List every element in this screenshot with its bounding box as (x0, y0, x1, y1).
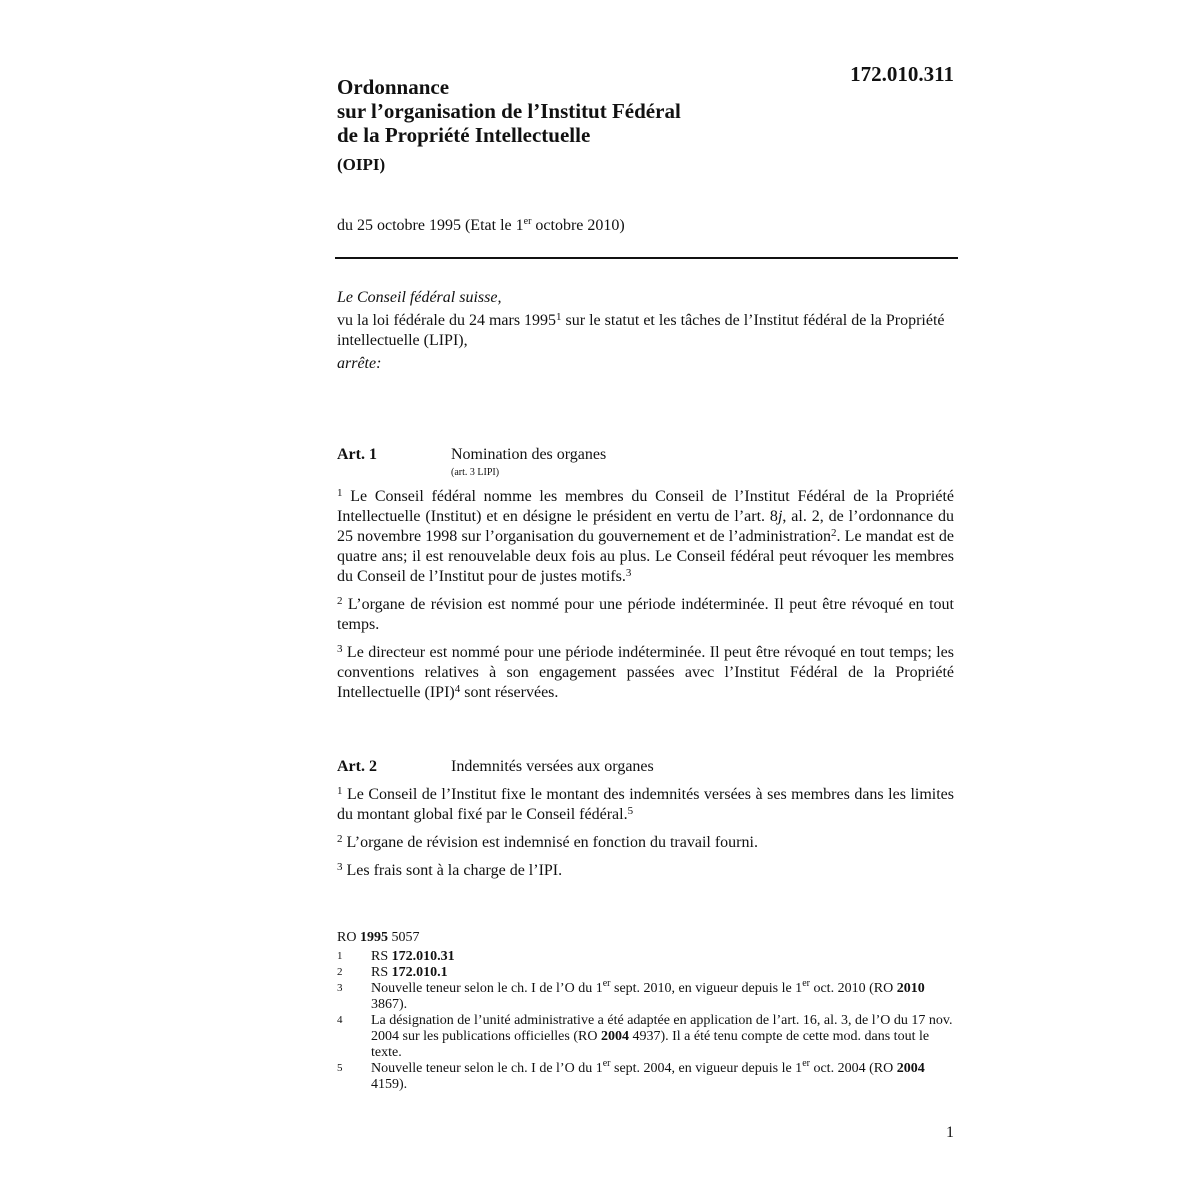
preamble-basis (337, 311, 954, 351)
footnote-text-part: oct. 2004 (RO (809, 1061, 897, 1076)
paragraph-number: 3 (337, 861, 343, 873)
footnote-text-bold: 2004 (600, 1029, 629, 1044)
paragraph (337, 595, 954, 635)
footnote-ref[interactable]: 2 (831, 527, 837, 539)
footnote (337, 1058, 954, 1093)
paragraph-text: Les frais sont à la charge de l’IPI. (342, 862, 563, 879)
article-title: Indemnités versées aux organes (451, 758, 654, 775)
paragraph-number: 1 (337, 785, 343, 797)
title-line: Ordonnance (337, 75, 450, 99)
footnotes (337, 930, 954, 1093)
footnote-text-part: 3867). (371, 997, 408, 1012)
article-paragraphs (337, 785, 954, 881)
paragraph (337, 487, 954, 587)
footnote-text-bold: 2010 (896, 981, 925, 996)
footnote-text-part: oct. 2010 (RO (809, 981, 897, 996)
date-text: du 25 octobre 1995 (Etat le 1 (337, 217, 524, 234)
paragraph-text: sont réservées. (460, 684, 559, 701)
date-sup: er (523, 216, 532, 227)
article-heading (337, 445, 954, 465)
ro-text: 5057 (387, 930, 420, 945)
article-1 (337, 445, 954, 703)
title-line: sur l’organisation de l’Institut Fédéral (337, 99, 681, 123)
footnote-sup: er (602, 978, 611, 989)
title-line: de la Propriété Intellectuelle (337, 123, 591, 147)
footnote-ref[interactable]: 1 (556, 311, 562, 323)
footnote-sup: er (602, 1058, 611, 1069)
ro-text: RO (337, 930, 360, 945)
article-number: Art. 2 (337, 758, 377, 775)
header-rule (335, 257, 958, 259)
paragraph-text: , al. 2, de l’ordonnance du 25 novembre 1998 sur l’organisation du gouvernement et de l’administration (337, 508, 954, 545)
paragraph (337, 861, 954, 881)
footnote-number: 5 (337, 1062, 343, 1074)
footnote-text (371, 1058, 954, 1093)
ro-year: 1995 (359, 930, 388, 945)
footnote-text-part: Nouvelle teneur selon le ch. I de l’O du 1 (371, 981, 603, 996)
paragraph-number: 1 (337, 487, 343, 499)
paragraph (337, 643, 954, 703)
article-2 (337, 757, 954, 881)
footnote-text-part: 4159). (371, 1077, 408, 1092)
article-title: Nomination des organes (451, 446, 607, 463)
footnote-text-bold: 2004 (896, 1061, 925, 1076)
footnote-text (371, 949, 954, 965)
paragraph-text: Le Conseil de l’Institut fixe le montant des indemnités versées à ses membres dans les limites du montant global fixé par le Conseil fédéral. (337, 786, 954, 823)
footnote (337, 1013, 954, 1061)
footnote-ref[interactable]: 5 (627, 805, 634, 817)
paragraph-text: . Le mandat est de quatre ans; il est renouvelable deux fois au plus. Le Conseil fédéral peut révoquer les membres du Conseil de l’Institut pour de justes motifs. (337, 528, 955, 585)
date-text: octobre 2010) (531, 217, 625, 234)
footnote-text-part: 4937). Il a été tenu compte de cette mod. dans tout le texte. (371, 1029, 930, 1060)
footnote-text-part: RS (371, 949, 392, 964)
footnote-text (371, 965, 954, 981)
date-line (337, 217, 625, 235)
footnote (337, 949, 954, 965)
paragraph-number: 3 (337, 643, 343, 655)
article-heading (337, 757, 954, 777)
footnote-text-bold: 172.010.31 (391, 949, 455, 964)
preamble (337, 288, 954, 377)
article-paragraphs (337, 487, 954, 703)
footnote-number: 3 (337, 982, 343, 994)
preamble-decree: arrête: (337, 355, 382, 372)
footnote-sup: er (802, 1058, 810, 1069)
footnote-text-part: La désignation de l’unité administrative a été adaptée en application de l’art. 16, al. 3, de l’O du 17 nov. 2004 sur les publications officielles (RO (371, 1013, 953, 1044)
paragraph-text: Le Conseil fédéral nomme les membres du Conseil de l’Institut Fédéral de la Propriété Intellectuelle (Institut) et en désigne le président en vertu de l’art. 8 (337, 488, 954, 525)
paragraph-text: L’organe de révision est indemnisé en fonction du travail fourni. (342, 834, 758, 851)
footnote-number: 2 (337, 966, 343, 978)
footnote-number: 4 (337, 1014, 343, 1026)
footnote-text-part: sept. 2004, en vigueur depuis le 1 (610, 1061, 803, 1076)
footnote-number: 1 (337, 950, 343, 962)
footnote-text-bold: 172.010.1 (391, 965, 448, 980)
footnote-text-part: RS (371, 965, 392, 980)
paragraph-text: L’organe de révision est nommé pour une période indéterminée. Il peut être révoqué en tout temps. (337, 596, 954, 633)
footnote (337, 978, 954, 1013)
sr-number: 172.010.311 (850, 62, 954, 86)
footnote-ref[interactable]: 3 (625, 567, 632, 579)
preamble-basis-text: vu la loi fédérale du 24 mars 1995 (337, 312, 557, 329)
title-block (337, 75, 797, 175)
footnote-text (371, 978, 954, 1013)
footnote-ref[interactable]: 4 (454, 683, 461, 695)
article-subtitle: (art. 3 LIPI) (451, 467, 500, 478)
footnote-text (371, 1013, 954, 1061)
paragraph-number: 2 (337, 833, 343, 845)
paragraph-text: Le directeur est nommé pour une période indéterminée. Il peut être révoqué en tout temps; les conventions relatives à son engagement passées avec l’Institut Fédéral de la Propriété Intellectuelle (IPI) (337, 644, 954, 701)
footnote-text-part: Nouvelle teneur selon le ch. I de l’O du 1 (371, 1061, 603, 1076)
preamble-authority: Le Conseil fédéral suisse, (337, 289, 502, 306)
paragraph (337, 833, 954, 853)
preamble-basis-text: sur le statut et les tâches de l’Institut fédéral de la Propriété intellectuelle (LIPI), (337, 312, 945, 349)
title-abbreviation: (OIPI) (337, 155, 386, 174)
footnote-sup: er (802, 978, 810, 989)
article-number: Art. 1 (337, 446, 377, 463)
page-number: 1 (946, 1124, 954, 1141)
ro-reference (337, 930, 954, 946)
paragraph (337, 785, 954, 825)
footnote (337, 965, 954, 981)
footnote-text-part: sept. 2010, en vigueur depuis le 1 (610, 981, 803, 996)
paragraph-text: j (777, 508, 783, 525)
paragraph-number: 2 (337, 595, 343, 607)
